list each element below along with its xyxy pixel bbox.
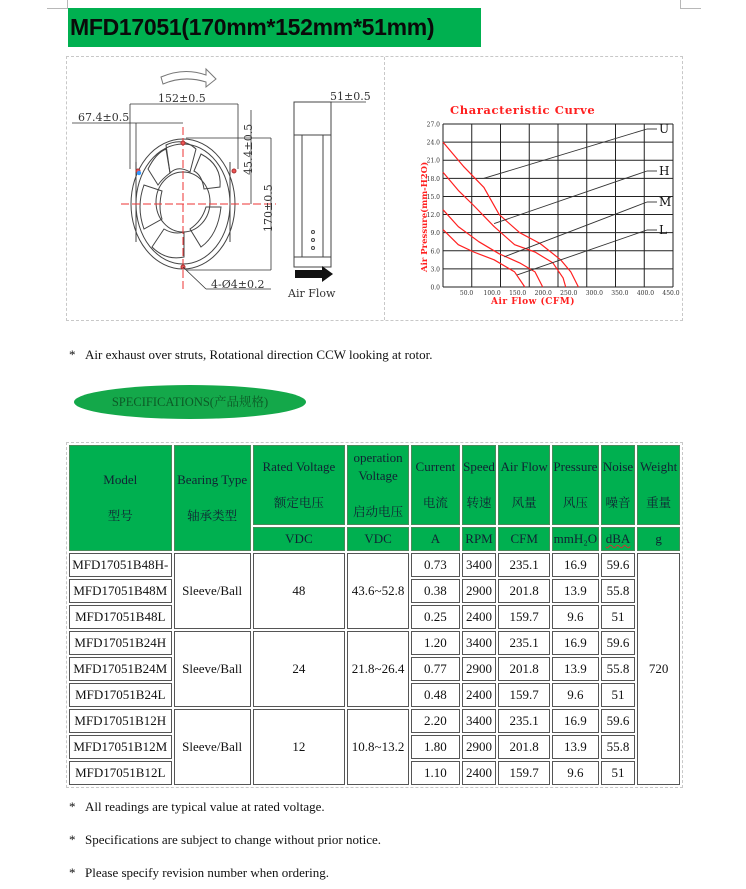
bearing-cell-value: Sleeve/Ball: [182, 661, 243, 676]
y-tick-label: 18.0: [426, 175, 440, 183]
current-cell-value: 0.77: [424, 661, 447, 676]
note-marker: *: [69, 865, 76, 880]
rated-cell-value: 24: [292, 661, 306, 676]
header-cn: 风量: [511, 495, 537, 510]
column-header: [637, 445, 680, 525]
column-header: [462, 445, 497, 525]
note-text: Please specify revision number when ordering.: [85, 865, 330, 880]
airflow-cell-value: 235.1: [509, 713, 539, 728]
model-cell: [69, 735, 172, 759]
curve-M: [443, 210, 543, 287]
current-cell: [411, 605, 460, 629]
note-marker: *: [69, 347, 76, 362]
noise-cell-value: 55.8: [606, 739, 630, 754]
x-tick-label: 350.0: [611, 290, 629, 297]
y-tick-label: 21.0: [426, 157, 440, 165]
header-en: Noise: [602, 459, 634, 474]
speed-cell: [462, 735, 497, 759]
header-cn: 噪音: [605, 495, 631, 510]
noise-cell-value: 51: [611, 609, 625, 624]
x-tick-label: 400.0: [636, 290, 655, 297]
model-cell-value: MFD17051B12M: [73, 739, 168, 754]
unit-label: A: [430, 531, 441, 546]
airflow-cell: [498, 709, 550, 733]
rotation-arrow-icon: [161, 69, 216, 87]
pressure-cell-value: 16.9: [564, 635, 587, 650]
note-airflow: [69, 347, 432, 363]
noise-cell: [601, 761, 636, 785]
operation-cell-value: 10.8~13.2: [351, 739, 405, 754]
noise-cell-value: 59.6: [606, 557, 630, 572]
header-en: Rated Voltage: [262, 459, 336, 474]
header-cn: 启动电压: [353, 504, 404, 519]
unit-cell: [462, 527, 497, 551]
airflow-cell: [498, 579, 550, 603]
curve-H: [443, 172, 566, 287]
pressure-cell-value: 13.9: [564, 739, 587, 754]
pressure-cell-value: 13.9: [564, 661, 587, 676]
column-header: [552, 445, 599, 525]
legend-label: L: [659, 223, 667, 237]
dim-hole-horizontal: 67.4±0.5: [78, 111, 130, 124]
airflow-cell: [498, 605, 550, 629]
model-cell: [69, 683, 172, 707]
speed-cell: [462, 579, 497, 603]
pressure-cell: [552, 553, 599, 577]
specifications-table: [66, 442, 683, 788]
current-cell-value: 1.20: [424, 635, 447, 650]
header-cn: 电流: [422, 495, 448, 510]
header-en: operation Voltage: [353, 450, 403, 483]
model-cell: [69, 579, 172, 603]
current-cell: [411, 761, 460, 785]
airflow-cell: [498, 683, 550, 707]
operation-cell: [347, 631, 409, 707]
operation-cell-value: 21.8~26.4: [351, 661, 405, 676]
dim-depth: 51±0.5: [330, 90, 371, 103]
y-tick-label: 0.0: [430, 284, 440, 292]
airflow-cell: [498, 631, 550, 655]
airflow-cell-value: 159.7: [509, 765, 539, 780]
unit-cell: [253, 527, 345, 551]
unit-label: mmH₂O: [553, 531, 598, 546]
pressure-cell-value: 16.9: [564, 713, 587, 728]
unit-label: CFM: [510, 531, 538, 546]
characteristic-curve-chart: [385, 57, 683, 319]
noise-cell-value: 51: [611, 765, 625, 780]
bearing-cell: [174, 631, 251, 707]
y-tick-label: 3.0: [430, 266, 440, 274]
unit-label: VDC: [364, 531, 392, 546]
bearing-cell-value: Sleeve/Ball: [182, 739, 243, 754]
current-cell: [411, 631, 460, 655]
column-header: [174, 445, 251, 551]
pressure-cell: [552, 683, 599, 707]
unit-cell: [498, 527, 550, 551]
legend-label: M: [659, 195, 672, 209]
note-text: Air exhaust over struts, Rotational direction CCW looking at rotor.: [85, 347, 433, 362]
speed-cell: [462, 605, 497, 629]
speed-cell-value: 3400: [466, 557, 493, 572]
bearing-cell: [174, 553, 251, 629]
airflow-cell: [498, 761, 550, 785]
airflow-arrow-icon: [295, 266, 333, 282]
header-en: Model: [103, 472, 138, 487]
pressure-cell-value: 13.9: [564, 583, 587, 598]
pressure-cell-value: 9.6: [567, 687, 584, 702]
header-en: Speed: [463, 459, 495, 474]
current-cell: [411, 657, 460, 681]
y-tick-label: 6.0: [430, 248, 440, 256]
legend-leader-line: [504, 202, 647, 257]
noise-cell: [601, 657, 636, 681]
current-cell-value: 1.10: [424, 765, 447, 780]
unit-label: dBA: [605, 531, 631, 546]
speed-cell-value: 2400: [466, 687, 493, 702]
model-cell-value: MFD17051B12L: [75, 765, 166, 780]
airflow-cell-value: 235.1: [509, 635, 539, 650]
speed-cell-value: 2400: [466, 609, 493, 624]
noise-cell: [601, 553, 636, 577]
current-cell-value: 0.25: [424, 609, 447, 624]
speed-cell: [462, 683, 497, 707]
header-en: Weight: [640, 459, 678, 474]
weight-cell-value: 720: [648, 661, 669, 676]
model-cell: [69, 761, 172, 785]
pressure-cell: [552, 579, 599, 603]
header-cn: 风压: [562, 495, 588, 510]
page-corner-mark: [680, 0, 701, 9]
dim-height: 170±0.5: [262, 184, 275, 232]
table-row: [69, 631, 680, 655]
column-header: [498, 445, 550, 525]
rated-cell-value: 48: [292, 583, 306, 598]
airflow-cell-value: 235.1: [509, 557, 539, 572]
column-header: [69, 445, 172, 551]
airflow-cell: [498, 657, 550, 681]
speed-cell: [462, 657, 497, 681]
speed-cell: [462, 761, 497, 785]
header-cn: 转速: [466, 495, 492, 510]
unit-cell: [411, 527, 460, 551]
pressure-cell-value: 9.6: [567, 765, 584, 780]
model-cell-value: MFD17051B48M: [73, 583, 168, 598]
noise-cell-value: 51: [611, 687, 625, 702]
table-header-row: [69, 445, 680, 525]
bearing-cell-value: Sleeve/Ball: [182, 583, 243, 598]
pressure-cell: [552, 735, 599, 759]
x-tick-label: 250.0: [560, 290, 578, 297]
legend-label: H: [659, 164, 670, 178]
dim-hole-vertical: 45.4±0.5: [242, 123, 255, 175]
unit-cell: [347, 527, 409, 551]
current-cell: [411, 735, 460, 759]
speed-cell-value: 3400: [466, 635, 493, 650]
operation-cell-value: 43.6~52.8: [351, 583, 405, 598]
current-cell: [411, 553, 460, 577]
header-cn: 轴承类型: [187, 508, 238, 523]
dim-width: 152±0.5: [158, 92, 206, 105]
pressure-cell: [552, 605, 599, 629]
column-header: [253, 445, 345, 525]
rated-cell: [253, 709, 345, 785]
header-en: Current: [415, 459, 456, 474]
model-cell-value: MFD17051B24L: [75, 687, 166, 702]
noise-cell-value: 59.6: [606, 635, 630, 650]
model-cell: [69, 631, 172, 655]
x-tick-label: 50.0: [459, 290, 474, 297]
fan-side-view: [294, 102, 331, 267]
note-marker: *: [69, 832, 76, 847]
chart-y-label: Air Pressure(mm-H2O): [420, 161, 430, 272]
model-cell: [69, 709, 172, 733]
noise-cell: [601, 735, 636, 759]
x-tick-label: 300.0: [585, 290, 603, 297]
speed-cell-value: 2400: [466, 765, 493, 780]
page-corner-mark: [47, 0, 68, 9]
note-text: Specifications are subject to change without prior notice.: [85, 832, 382, 847]
note-text: All readings are typical value at rated voltage.: [85, 799, 325, 814]
speed-cell: [462, 553, 497, 577]
speed-cell-value: 3400: [466, 713, 493, 728]
y-tick-label: 9.0: [430, 230, 440, 238]
airflow-cell: [498, 553, 550, 577]
chart-x-label: Air Flow (CFM): [491, 297, 576, 307]
x-tick-label: 150.0: [509, 290, 527, 297]
model-cell-value: MFD17051B48L: [75, 609, 166, 624]
y-tick-label: 15.0: [426, 193, 440, 201]
header-cn: 型号: [107, 508, 133, 523]
airflow-cell-value: 201.8: [509, 739, 539, 754]
noise-cell: [601, 579, 636, 603]
current-cell-value: 0.73: [424, 557, 447, 572]
y-tick-label: 12.0: [426, 212, 440, 220]
unit-cell: [552, 527, 599, 551]
operation-cell: [347, 709, 409, 785]
speed-cell-value: 2900: [466, 661, 493, 676]
curve-L: [443, 230, 525, 287]
table-row: [69, 709, 680, 733]
noise-cell: [601, 605, 636, 629]
y-tick-label: 24.0: [426, 139, 440, 147]
airflow-cell-value: 159.7: [509, 687, 539, 702]
page-title: MFD17051(170mm*152mm*51mm): [68, 8, 481, 47]
rated-cell-value: 12: [292, 739, 306, 754]
unit-label: VDC: [285, 531, 313, 546]
noise-cell-value: 55.8: [606, 661, 630, 676]
airflow-cell-value: 201.8: [509, 583, 539, 598]
pressure-cell: [552, 761, 599, 785]
header-cn: 重量: [646, 495, 672, 510]
current-cell-value: 2.20: [424, 713, 447, 728]
legend-leader-line: [484, 129, 647, 178]
operation-cell: [347, 553, 409, 629]
unit-label: RPM: [465, 531, 493, 546]
pressure-cell-value: 9.6: [567, 609, 584, 624]
speed-cell-value: 2900: [466, 739, 493, 754]
speed-cell: [462, 709, 497, 733]
y-tick-label: 27.0: [426, 121, 440, 129]
speed-cell-value: 2900: [466, 583, 493, 598]
table-row: [69, 553, 680, 577]
model-cell: [69, 553, 172, 577]
noise-cell-value: 59.6: [606, 713, 630, 728]
header-cn: 额定电压: [273, 495, 324, 510]
column-header: [601, 445, 636, 525]
unit-cell: [601, 527, 636, 551]
model-cell: [69, 605, 172, 629]
airflow-label: Air Flow: [288, 287, 336, 300]
current-cell-value: 0.38: [424, 583, 447, 598]
header-en: Bearing Type: [177, 472, 248, 487]
note-readings: [69, 799, 325, 815]
header-en: Pressure: [553, 459, 598, 474]
noise-cell: [601, 631, 636, 655]
pressure-cell: [552, 657, 599, 681]
column-header: [347, 445, 409, 525]
chart-title: Characteristic Curve: [450, 103, 596, 117]
dim-holes: 4-Ø4±0.2: [211, 278, 265, 291]
current-cell: [411, 709, 460, 733]
x-tick-label: 450.0: [662, 290, 680, 297]
pressure-cell-value: 16.9: [564, 557, 587, 572]
noise-cell: [601, 683, 636, 707]
airflow-cell: [498, 735, 550, 759]
model-cell-value: MFD17051B12H: [74, 713, 167, 728]
current-cell: [411, 683, 460, 707]
note-marker: *: [69, 799, 76, 814]
rated-cell: [253, 631, 345, 707]
column-header: [411, 445, 460, 525]
legend-leader-line: [494, 171, 647, 224]
x-tick-label: 200.0: [534, 290, 552, 297]
noise-cell-value: 55.8: [606, 583, 630, 598]
current-cell-value: 1.80: [424, 739, 447, 754]
x-tick-label: 100.0: [483, 290, 501, 297]
airflow-cell-value: 201.8: [509, 661, 539, 676]
note-revision: [69, 865, 329, 881]
specifications-badge: SPECIFICATIONS(产品规格): [74, 385, 306, 419]
weight-cell: [637, 553, 680, 785]
model-cell-value: MFD17051B24H: [74, 635, 167, 650]
legend-label: U: [659, 122, 670, 136]
unit-cell: [637, 527, 680, 551]
current-cell-value: 0.48: [424, 687, 447, 702]
noise-cell: [601, 709, 636, 733]
bearing-cell: [174, 709, 251, 785]
header-en: Air Flow: [500, 459, 548, 474]
rated-cell: [253, 553, 345, 629]
pressure-cell: [552, 709, 599, 733]
speed-cell: [462, 631, 497, 655]
unit-label: g: [655, 531, 662, 546]
note-change: [69, 832, 381, 848]
model-cell: [69, 657, 172, 681]
airflow-cell-value: 159.7: [509, 609, 539, 624]
model-cell-value: MFD17051B48H-: [72, 557, 169, 572]
pressure-cell: [552, 631, 599, 655]
model-cell-value: MFD17051B24M: [73, 661, 168, 676]
fan-dimension-drawing: [66, 57, 384, 319]
current-cell: [411, 579, 460, 603]
